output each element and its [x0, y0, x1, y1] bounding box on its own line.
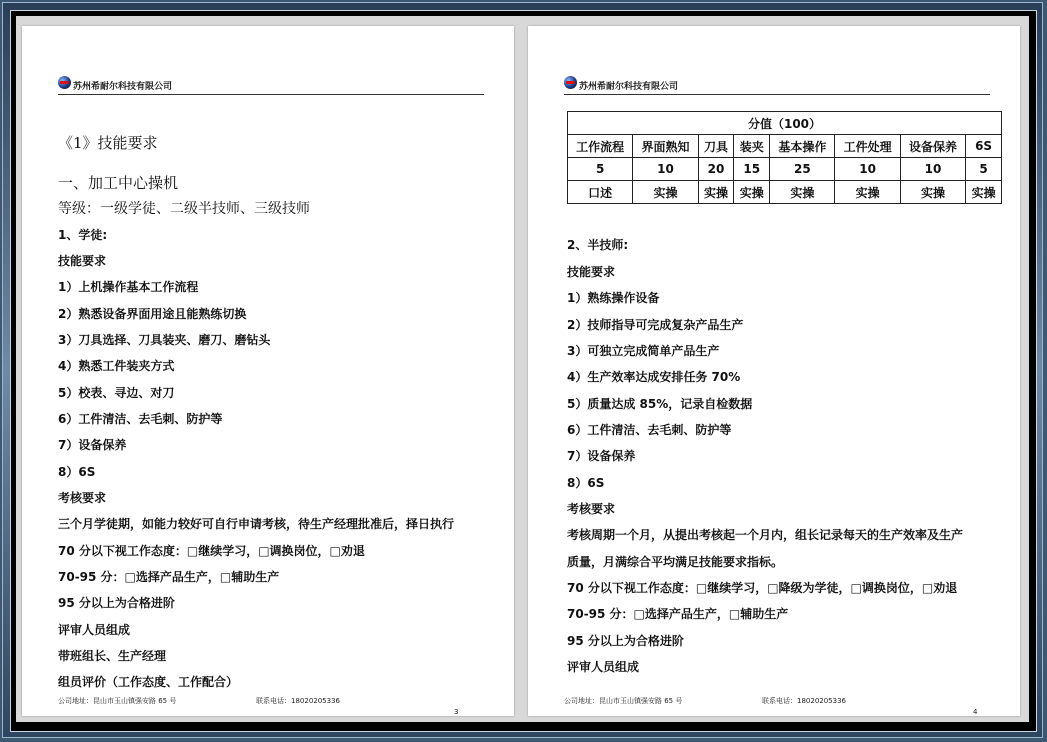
skill-item: 6）工件清洁、去毛刺、防护等	[58, 412, 223, 426]
skill-item: 3）刀具选择、刀具装夹、磨刀、磨钻头	[58, 333, 271, 347]
table-header-cell: 界面熟知	[633, 135, 698, 158]
table-cell: 10	[633, 158, 698, 181]
skill-item: 2）熟悉设备界面用途且能熟练切换	[58, 307, 247, 321]
footer-phone: 联系电话：18020205336	[256, 697, 340, 705]
assess-line: 70 分以下视工作态度：□继续学习，□调换岗位，□劝退	[58, 544, 365, 558]
assess-heading: 考核要求	[567, 502, 616, 516]
assess-line: 70-95 分：□选择产品生产，□辅助生产	[567, 607, 789, 621]
assess-line: 评审人员组成	[567, 660, 640, 674]
table-cell: 25	[770, 158, 835, 181]
assess-line: 70-95 分：□选择产品生产，□辅助生产	[58, 570, 280, 584]
page-3	[22, 26, 514, 716]
section-heading: 一、加工中心操机	[58, 174, 179, 192]
score-table-title: 分值（100）	[568, 112, 1002, 135]
assess-line: 考核周期一个月，从提出考核起一个月内，组长记录每天的生产效率及生产	[567, 528, 964, 542]
skill-item: 7）设备保养	[567, 449, 636, 463]
skill-item: 6）工件清洁、去毛刺、防护等	[567, 423, 732, 437]
table-row	[568, 135, 1002, 158]
score-table	[567, 111, 1002, 204]
company-name: 苏州希耐尔科技有限公司	[579, 82, 679, 92]
footer-address: 公司地址：昆山市玉山镇强安路 65 号	[58, 697, 177, 705]
table-header-cell: 刀具	[698, 135, 734, 158]
table-header-cell: 工件处理	[835, 135, 900, 158]
assess-line: 评审人员组成	[58, 623, 131, 637]
assess-line: 组员评价（工作态度、工作配合）	[58, 675, 239, 689]
footer-phone: 联系电话：18020205336	[762, 697, 846, 705]
assess-line: 70 分以下视工作态度：□继续学习，□降级为学徒，□调换岗位，□劝退	[567, 581, 958, 595]
assess-line: 95 分以上为合格进阶	[58, 596, 175, 610]
level-line: 等级：一级学徒、二级半技师、三级技师	[58, 201, 310, 217]
assess-heading: 考核要求	[58, 491, 107, 505]
skill-item: 7）设备保养	[58, 438, 127, 452]
technician-heading: 2、半技师:	[567, 238, 629, 252]
table-cell: 实操	[633, 181, 698, 204]
table-header-cell: 6S	[966, 135, 1002, 158]
skill-item: 4）熟悉工件装夹方式	[58, 359, 175, 373]
table-cell: 5	[966, 158, 1002, 181]
table-cell: 实操	[770, 181, 835, 204]
assess-line: 三个月学徒期，如能力较好可自行申请考核，待生产经理批准后，择日执行	[58, 517, 455, 531]
page-number: 3	[454, 708, 459, 716]
table-cell: 口述	[568, 181, 633, 204]
table-cell: 10	[835, 158, 900, 181]
doc-title: 《1》技能要求	[58, 134, 158, 152]
table-cell: 实操	[900, 181, 965, 204]
page-header	[564, 76, 990, 95]
skill-item: 8）6S	[567, 476, 605, 490]
skill-item: 8）6S	[58, 465, 96, 479]
footer-address: 公司地址：昆山市玉山镇强安路 65 号	[564, 697, 683, 705]
table-header-cell: 装夹	[734, 135, 770, 158]
document-viewer[interactable]	[16, 16, 1029, 722]
assess-line: 95 分以上为合格进阶	[567, 634, 684, 648]
skill-item: 2）技师指导可完成复杂产品生产	[567, 318, 744, 332]
skill-item: 4）生产效率达成安排任务 70%	[567, 370, 741, 384]
table-header-cell: 基本操作	[770, 135, 835, 158]
table-cell: 10	[900, 158, 965, 181]
page-number: 4	[973, 708, 978, 716]
table-row	[568, 158, 1002, 181]
skill-item: 5）质量达成 85%，记录自检数据	[567, 397, 753, 411]
table-cell: 20	[698, 158, 734, 181]
table-cell: 5	[568, 158, 633, 181]
table-row	[568, 181, 1002, 204]
assess-line: 带班组长、生产经理	[58, 649, 167, 663]
skill-item: 3）可独立完成简单产品生产	[567, 344, 720, 358]
company-logo	[58, 76, 71, 89]
page-4	[528, 26, 1020, 716]
skills-heading: 技能要求	[567, 265, 616, 279]
table-header-cell: 设备保养	[900, 135, 965, 158]
page-header	[58, 76, 484, 95]
company-name: 苏州希耐尔科技有限公司	[73, 82, 173, 92]
skill-item: 1）熟练操作设备	[567, 291, 660, 305]
table-cell: 实操	[966, 181, 1002, 204]
table-cell: 实操	[698, 181, 734, 204]
table-cell: 实操	[734, 181, 770, 204]
company-logo	[564, 76, 577, 89]
table-header-cell: 工作流程	[568, 135, 633, 158]
table-cell: 15	[734, 158, 770, 181]
skill-item: 5）校表、寻边、对刀	[58, 386, 175, 400]
apprentice-heading: 1、学徒:	[58, 228, 108, 242]
skills-heading: 技能要求	[58, 254, 107, 268]
skill-item: 1）上机操作基本工作流程	[58, 280, 199, 294]
assess-line: 质量，月满综合平均满足技能要求指标。	[567, 555, 784, 569]
table-cell: 实操	[835, 181, 900, 204]
